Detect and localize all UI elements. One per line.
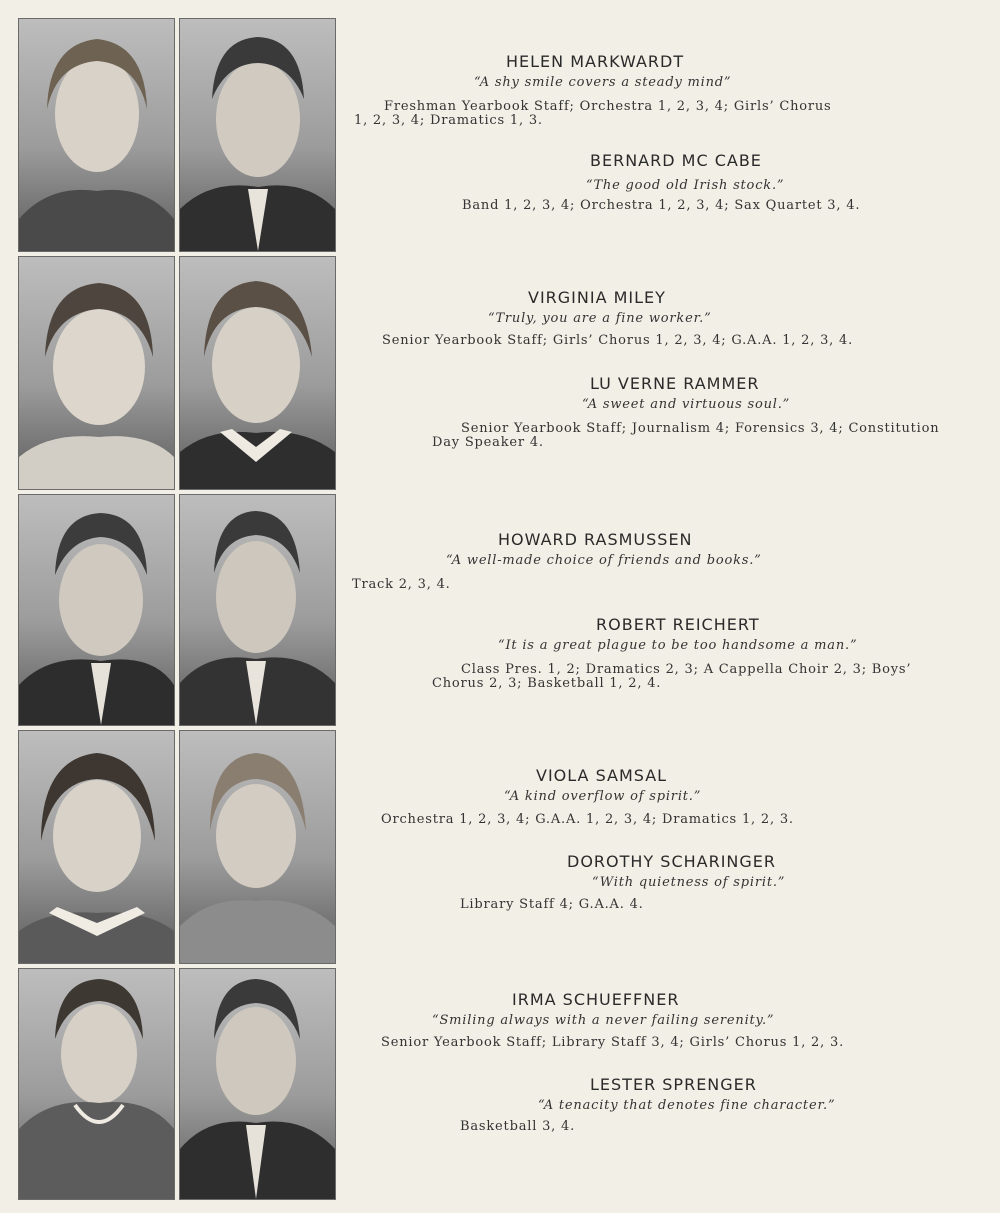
student-name: ROBERT REICHERT xyxy=(596,615,760,634)
student-activities xyxy=(432,663,911,690)
activities-line: Senior Yearbook Staff; Journalism 4; Forensics 3, 4; Constitution xyxy=(461,421,940,436)
student-activities xyxy=(381,813,794,826)
portrait-helen-markwardt xyxy=(18,18,175,252)
student-quote: “It is a great plague to be too handsome a man.” xyxy=(498,638,858,653)
student-activities xyxy=(462,199,860,212)
student-activities xyxy=(381,1036,844,1049)
student-quote: “A shy smile covers a steady mind” xyxy=(474,75,732,90)
activities-line: Track 2, 3, 4. xyxy=(352,577,451,592)
student-name: HELEN MARKWARDT xyxy=(506,52,685,71)
activities-line: Senior Yearbook Staff; Girls’ Chorus 1, 2, 3, 4; G.A.A. 1, 2, 3, 4. xyxy=(382,333,854,348)
student-name: HOWARD RASMUSSEN xyxy=(498,530,693,549)
portrait-irma-schueffner xyxy=(18,968,175,1200)
student-name: IRMA SCHUEFFNER xyxy=(512,990,680,1009)
student-activities xyxy=(460,898,644,911)
student-quote: “With quietness of spirit.” xyxy=(592,875,786,890)
portrait-lester-sprenger xyxy=(179,968,336,1200)
portrait-lu-verne-rammer xyxy=(179,256,336,490)
portrait-dorothy-scharinger xyxy=(179,730,336,964)
student-activities xyxy=(382,334,853,347)
portrait-viola-samsal xyxy=(18,730,175,964)
student-quote: “A kind overflow of spirit.” xyxy=(504,789,702,804)
activities-line: Class Pres. 1, 2; Dramatics 2, 3; A Cappella Choir 2, 3; Boys’ xyxy=(461,662,912,677)
student-quote: “A well-made choice of friends and books.” xyxy=(446,553,762,568)
activities-line: 1, 2, 3, 4; Dramatics 1, 3. xyxy=(354,113,543,128)
student-quote: “Truly, you are a fine worker.” xyxy=(488,311,712,326)
student-name: LU VERNE RAMMER xyxy=(590,374,760,393)
activities-line: Chorus 2, 3; Basketball 1, 2, 4. xyxy=(432,676,662,691)
portrait-virginia-miley xyxy=(18,256,175,490)
student-name: LESTER SPRENGER xyxy=(590,1075,757,1094)
activities-line: Day Speaker 4. xyxy=(432,435,544,450)
portrait-bernard-mc-cabe xyxy=(179,18,336,252)
student-activities xyxy=(432,422,939,449)
student-activities xyxy=(354,100,832,127)
student-quote: “A tenacity that denotes fine character.” xyxy=(538,1098,836,1113)
activities-line: Basketball 3, 4. xyxy=(460,1119,576,1134)
activities-line: Orchestra 1, 2, 3, 4; G.A.A. 1, 2, 3, 4; Dramatics 1, 2, 3. xyxy=(381,812,794,827)
student-name: VIRGINIA MILEY xyxy=(528,288,666,307)
activities-line: Band 1, 2, 3, 4; Orchestra 1, 2, 3, 4; Sax Quartet 3, 4. xyxy=(462,198,861,213)
student-quote: “Smiling always with a never failing serenity.” xyxy=(432,1013,775,1028)
student-activities xyxy=(460,1120,575,1133)
student-activities xyxy=(352,578,451,591)
activities-line: Library Staff 4; G.A.A. 4. xyxy=(460,897,644,912)
student-name: BERNARD MC CABE xyxy=(590,151,762,170)
portrait-howard-rasmussen xyxy=(18,494,175,726)
activities-line: Senior Yearbook Staff; Library Staff 3, 4; Girls’ Chorus 1, 2, 3. xyxy=(381,1035,844,1050)
portrait-robert-reichert xyxy=(179,494,336,726)
activities-line: Freshman Yearbook Staff; Orchestra 1, 2, 3, 4; Girls’ Chorus xyxy=(384,99,832,114)
student-name: DOROTHY SCHARINGER xyxy=(567,852,777,871)
student-quote: “A sweet and virtuous soul.” xyxy=(582,397,791,412)
student-name: VIOLA SAMSAL xyxy=(536,766,668,785)
student-quote: “The good old Irish stock.” xyxy=(586,178,785,193)
